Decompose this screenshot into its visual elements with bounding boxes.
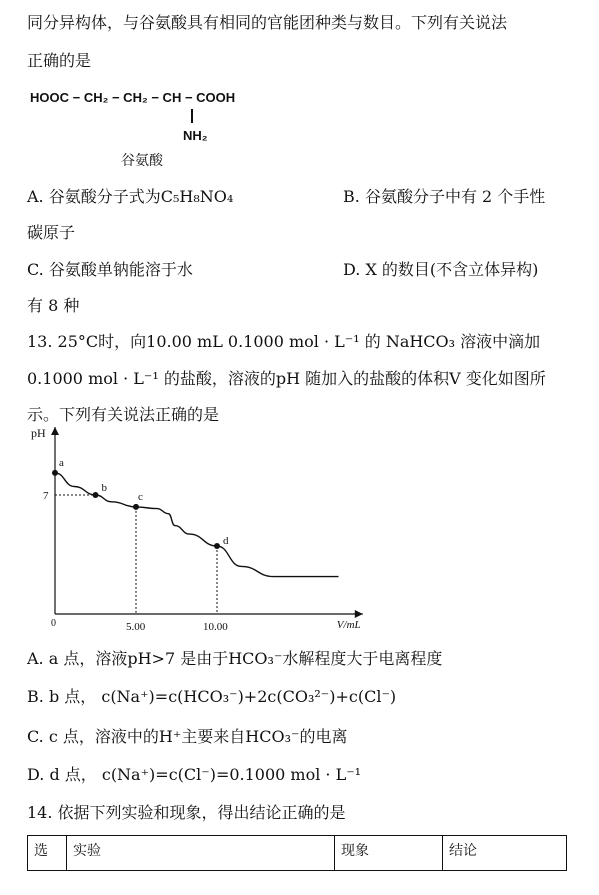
q13-option-c: C. c 点，溶液中的H⁺主要来自HCO₃⁻的电离 <box>27 727 348 746</box>
x-axis-label: V/mL <box>336 619 361 631</box>
q13-line-3: 示。下列有关说法正确的是 <box>27 405 220 424</box>
q14-table <box>27 835 567 871</box>
x-tick-label: 0 <box>51 618 56 629</box>
structure-substituent: NH₂ <box>183 128 208 143</box>
table-header-cell: 现象 <box>335 836 443 871</box>
y-axis-label: pH <box>31 426 46 440</box>
point-d <box>214 543 220 549</box>
structure-main-chain: HOOC − CH₂ − CH₂ − CH − COOH <box>30 90 236 105</box>
q12-option-b-continued: 碳原子 <box>27 223 76 242</box>
q13-line-1: 13. 25°C时，向10.00 mL 0.1000 mol · L⁻¹ 的 NaHCO₃ 溶液中滴加 <box>27 332 541 351</box>
q12-option-c: C. 谷氨酸单钠能溶于水 <box>27 260 193 279</box>
point-b <box>93 492 99 498</box>
intro-line-2: 正确的是 <box>27 51 92 70</box>
q13-option-d: D. d 点， c(Na⁺)=c(Cl⁻)=0.1000 mol · L⁻¹ <box>27 765 362 784</box>
titration-curve <box>55 473 339 577</box>
x-tick-label: 5.00 <box>126 621 146 633</box>
x-axis-arrow <box>355 610 363 618</box>
table-header-cell: 实验 <box>67 836 335 871</box>
q13-option-a: A. a 点，溶液pH>7 是由于HCO₃⁻水解程度大于电离程度 <box>27 649 443 668</box>
q12-option-d-continued: 有 8 种 <box>27 296 80 315</box>
point-c <box>133 504 139 510</box>
y-axis-arrow <box>51 427 59 435</box>
table-header-cell: 结论 <box>443 836 567 871</box>
point-label-b: b <box>101 482 107 494</box>
point-label-a: a <box>59 456 64 469</box>
q12-option-a: A. 谷氨酸分子式为C₅H₈NO₄ <box>27 187 234 206</box>
table-header-row <box>28 836 567 871</box>
q12-option-b: B. 谷氨酸分子中有 2 个手性 <box>343 187 546 206</box>
point-label-d: d <box>223 535 229 547</box>
structure-caption: 谷氨酸 <box>121 153 163 169</box>
table-header-cell: 选 <box>28 836 67 871</box>
q12-option-d: D. X 的数目(不含立体异构) <box>343 260 539 279</box>
point-a <box>52 470 58 476</box>
q14-stem: 14. 依据下列实验和现象，得出结论正确的是 <box>27 803 346 822</box>
intro-line-1: 同分异构体，与谷氨酸具有相同的官能团种类与数目。下列有关说法 <box>27 13 508 32</box>
point-label-c: c <box>138 490 143 503</box>
q13-line-2: 0.1000 mol · L⁻¹ 的盐酸，溶液的pH 随加入的盐酸的体积V 变化如图所 <box>27 369 546 388</box>
y-tick-label: 7 <box>43 490 49 502</box>
q13-option-b: B. b 点， c(Na⁺)=c(HCO₃⁻)+2c(CO₃²⁻)+c(Cl⁻) <box>27 687 397 706</box>
x-tick-label: 10.00 <box>203 621 228 633</box>
